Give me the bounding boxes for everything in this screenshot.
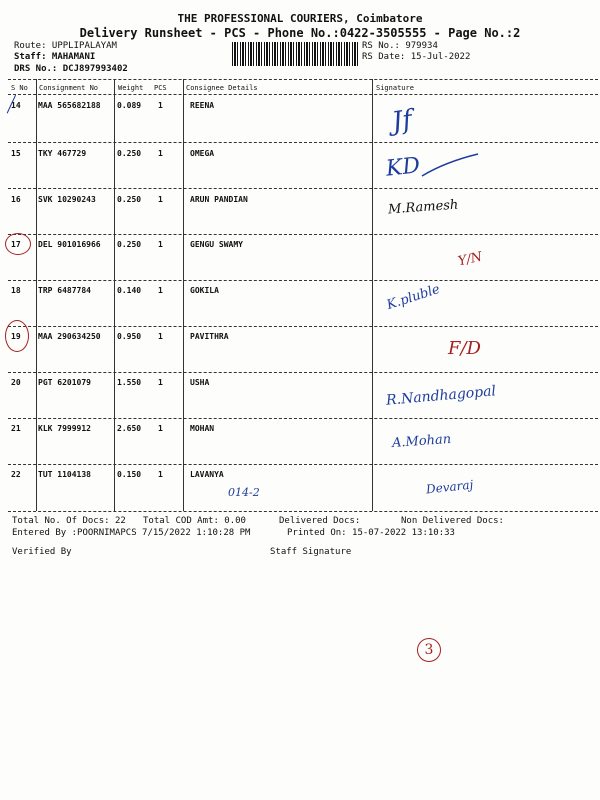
row-weight: 0.089	[117, 101, 142, 110]
row-consignee: USHA	[190, 378, 210, 387]
delivered-docs: Delivered Docs:	[279, 516, 361, 526]
signature-row-20: R.Nandhagopal	[385, 383, 497, 409]
row-weight: 1.550	[117, 378, 142, 387]
column-divider	[114, 79, 115, 511]
row-weight: 0.250	[117, 149, 142, 158]
row-sno: 15	[11, 149, 21, 158]
row-pcs: 1	[158, 240, 163, 249]
barcode-image	[232, 42, 360, 66]
non-delivered-docs: Non Delivered Docs:	[401, 516, 504, 526]
delivery-mark-row-17: Y/N	[456, 249, 484, 270]
row-consignee: MOHAN	[190, 424, 215, 433]
row-consignee: OMEGA	[190, 149, 215, 158]
row-consignee: GOKILA	[190, 286, 219, 295]
row-divider	[8, 326, 598, 327]
table-header-rule	[8, 94, 598, 95]
signature-row-21: A.Mohan	[391, 431, 452, 452]
signature-row-18: K.pluble	[385, 281, 442, 314]
row-consignment: TRP 6487784	[38, 286, 91, 295]
signature-row-16: M.Ramesh	[387, 197, 459, 218]
row-pcs: 1	[158, 332, 163, 341]
row-sno: 18	[11, 286, 21, 295]
row-consignee: LAVANYA	[190, 470, 224, 479]
rs-date: RS Date: 15-Jul-2022	[362, 52, 471, 62]
column-divider	[36, 79, 37, 511]
row-consignment: MAA 290634250	[38, 332, 101, 341]
row-consignment: PGT 6201079	[38, 378, 91, 387]
row-divider	[8, 142, 598, 143]
drs-number: DRS No.: DCJ897993402	[14, 64, 128, 74]
row-divider	[8, 280, 598, 281]
row-weight: 0.150	[117, 470, 142, 479]
row-sno: 22	[11, 470, 21, 479]
column-divider	[183, 79, 184, 511]
table-bottom-rule	[8, 511, 598, 512]
row-divider	[8, 234, 598, 235]
delivery-mark-row-19: F/D	[448, 338, 481, 359]
row-sno: 21	[11, 424, 21, 433]
signature-row-22: Devaraj	[425, 477, 474, 497]
rs-number: RS No.: 979934	[362, 41, 438, 51]
handwritten-note-row-22: 014-2	[228, 486, 260, 499]
row-pcs: 1	[158, 378, 163, 387]
row-sno: 20	[11, 378, 21, 387]
row-divider	[8, 418, 598, 419]
signature-row-15: KD	[384, 153, 422, 182]
row-pcs: 1	[158, 101, 163, 110]
total-docs: Total No. Of Docs: 22	[12, 516, 126, 526]
row-pcs: 1	[158, 470, 163, 479]
row-consignment: MAA 565682188	[38, 101, 101, 110]
row-divider	[8, 188, 598, 189]
circle-mark-row-17	[5, 233, 31, 255]
row-pcs: 1	[158, 195, 163, 204]
entered-by: Entered By :POORNIMAPCS 7/15/2022 1:10:28 PM	[12, 528, 251, 538]
row-weight: 2.650	[117, 424, 142, 433]
row-weight: 0.250	[117, 195, 142, 204]
page-number-circle: 3	[417, 638, 441, 662]
row-divider	[8, 372, 598, 373]
col-header-weight: Weight	[118, 84, 144, 92]
row-pcs: 1	[158, 286, 163, 295]
col-header-pcs: PCS	[154, 84, 167, 92]
col-header-sno: S No	[11, 84, 28, 92]
row-consignment: DEL 901016966	[38, 240, 101, 249]
row-sno: 17	[11, 240, 21, 249]
row-consignee: REENA	[190, 101, 215, 110]
signature-row-14: Jf	[390, 104, 415, 138]
verified-by: Verified By	[12, 547, 72, 557]
tick-mark-row-14	[7, 95, 33, 121]
route-label: Route: UPPLIPALAYAM	[14, 41, 117, 51]
signature-stroke	[420, 150, 480, 180]
total-cod: Total COD Amt: 0.00	[143, 516, 246, 526]
company-title: THE PROFESSIONAL COURIERS, Coimbatore	[177, 12, 423, 25]
row-sno: 16	[11, 195, 21, 204]
staff-signature: Staff Signature	[270, 547, 352, 557]
row-consignment: TUT 1104138	[38, 470, 91, 479]
printed-on: Printed On: 15-07-2022 13:10:33	[287, 528, 455, 538]
row-consignee: ARUN PANDIAN	[190, 195, 248, 204]
row-divider	[8, 464, 598, 465]
row-weight: 0.250	[117, 240, 142, 249]
column-divider	[372, 79, 373, 511]
row-consignee: PAVITHRA	[190, 332, 229, 341]
row-pcs: 1	[158, 424, 163, 433]
col-header-consignee: Consignee Details	[186, 84, 258, 92]
row-consignment: KLK 7999912	[38, 424, 91, 433]
col-header-signature: Signature	[376, 84, 414, 92]
row-weight: 0.140	[117, 286, 142, 295]
staff-label: Staff: MAHAMANI	[14, 52, 96, 62]
circle-mark-row-19	[5, 320, 29, 352]
row-consignment: SVK 10290243	[38, 195, 96, 204]
table-top-rule	[8, 79, 598, 80]
row-sno: 14	[11, 101, 21, 110]
row-sno: 19	[11, 332, 21, 341]
row-consignment: TKY 467729	[38, 149, 87, 158]
row-consignee: GENGU SWAMY	[190, 240, 243, 249]
row-weight: 0.950	[117, 332, 142, 341]
col-header-consignment: Consignment No	[39, 84, 99, 92]
row-pcs: 1	[158, 149, 163, 158]
runsheet-subtitle: Delivery Runsheet - PCS - Phone No.:0422-3505555 - Page No.:2	[79, 26, 521, 40]
